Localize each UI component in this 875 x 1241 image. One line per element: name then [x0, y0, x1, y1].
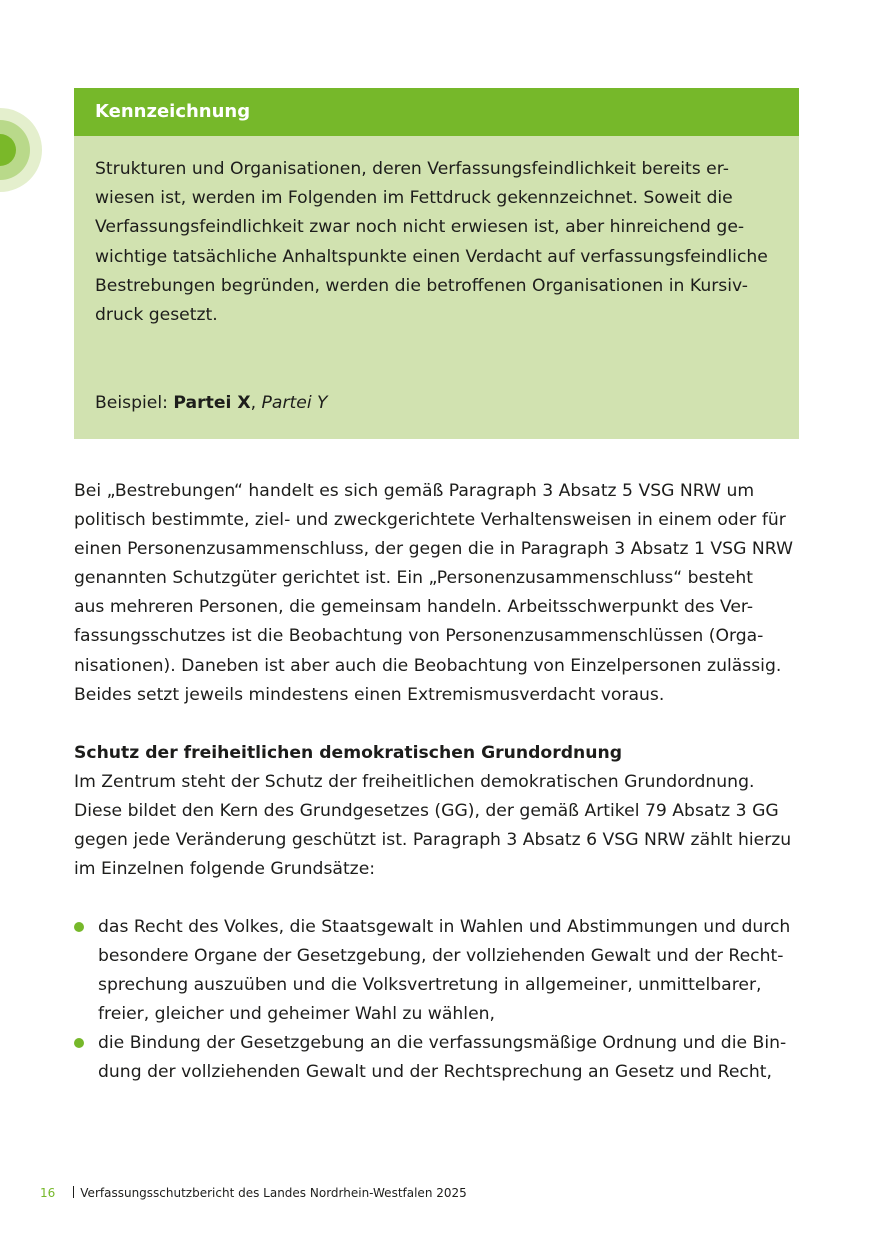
text-line: Im Zentrum steht der Schutz der freiheitlichen demokratischen Grundordnung.: [74, 772, 755, 792]
text-line: Diese bildet den Kern des Grundgesetzes (GG), der gemäß Artikel 79 Absatz 3 GG: [74, 801, 779, 822]
text-line: Beides setzt jeweils mindestens einen Extremismusverdacht voraus.: [74, 684, 665, 705]
text-line: Bestrebungen begründen, werden die betroffenen Organisationen in Kursiv-: [95, 275, 748, 296]
text-line: das Recht des Volkes, die Staatsgewalt in Wahlen und Abstimmungen und durch: [98, 917, 791, 937]
text-line: dung der vollziehenden Gewalt und der Rechtsprechung an Gesetz und Recht,: [98, 1062, 772, 1083]
section-heading: Schutz der freiheitlichen demokratischen Grundordnung: [74, 743, 623, 763]
list-item: [74, 913, 802, 1029]
footer-divider: [73, 1186, 74, 1198]
text-line: nisationen). Daneben ist aber auch die Beobachtung von Einzelpersonen zulässig.: [74, 655, 782, 676]
bullet-dot-icon: [74, 922, 84, 932]
example-separator: ,: [250, 393, 257, 413]
text-line: politisch bestimmte, ziel- und zweckgerichtete Verhaltensweisen in einem oder für: [74, 510, 786, 531]
text-line: wichtige tatsächliche Anhaltspunkte einen Verdacht auf verfassungsfeindliche: [95, 246, 768, 267]
example-bold: Partei X: [173, 393, 251, 413]
text-line: die Bindung der Gesetzgebung an die verfassungsmäßige Ordnung und die Bin-: [98, 1033, 787, 1054]
principles-list: [74, 913, 802, 1088]
text-line: im Einzelnen folgende Grundsätze:: [74, 859, 376, 880]
footer-title: Verfassungsschutzbericht des Landes Nordrhein-Westfalen 2025: [80, 1186, 467, 1200]
text-line: sprechung auszuüben und die Volksvertretung in allgemeiner, unmittelbarer,: [98, 975, 762, 996]
text-line: einen Personenzusammenschluss, der gegen die in Paragraph 3 Absatz 1 VSG NRW: [74, 539, 793, 560]
text-line: gegen jede Veränderung geschützt ist. Paragraph 3 Absatz 6 VSG NRW zählt hierzu: [74, 830, 792, 851]
text-line: freier, gleicher und geheimer Wahl zu wählen,: [98, 1004, 495, 1025]
text-line: druck gesetzt.: [95, 305, 218, 326]
info-box-example: [95, 389, 780, 418]
list-item: [74, 1029, 802, 1087]
paragraph-grundordnung: [74, 768, 802, 884]
example-italic: Partei Y: [261, 393, 328, 413]
text-line: genannten Schutzgüter gerichtet ist. Ein „Personenzusammenschluss“ besteht: [74, 568, 753, 589]
bullet-dot-icon: [74, 1038, 84, 1048]
text-line: Verfassungsfeindlichkeit zwar noch nicht erwiesen ist, aber hinreichend ge-: [95, 217, 745, 238]
text-line: Bei „Bestrebungen“ handelt es sich gemäß Paragraph 3 Absatz 5 VSG NRW um: [74, 481, 755, 501]
page-footer: [40, 1185, 467, 1201]
text-line: wiesen ist, werden im Folgenden im Fettdruck gekennzeichnet. Soweit die: [95, 188, 733, 209]
info-box: [74, 88, 799, 439]
example-prefix: Beispiel:: [95, 393, 168, 413]
text-line: Strukturen und Organisationen, deren Verfassungsfeindlichkeit bereits er-: [95, 159, 729, 179]
text-line: aus mehreren Personen, die gemeinsam handeln. Arbeitsschwerpunkt des Ver-: [74, 597, 754, 618]
text-line: fassungsschutzes ist die Beobachtung von Personenzusammenschlüssen (Orga-: [74, 626, 764, 647]
decorative-circle: [0, 108, 42, 192]
paragraph-bestrebungen: [74, 477, 802, 710]
info-box-text: [95, 155, 780, 330]
text-line: besondere Organe der Gesetzgebung, der vollziehenden Gewalt und der Recht-: [98, 946, 784, 967]
info-box-title: Kennzeichnung: [74, 88, 799, 136]
page-number: 16: [40, 1186, 56, 1200]
